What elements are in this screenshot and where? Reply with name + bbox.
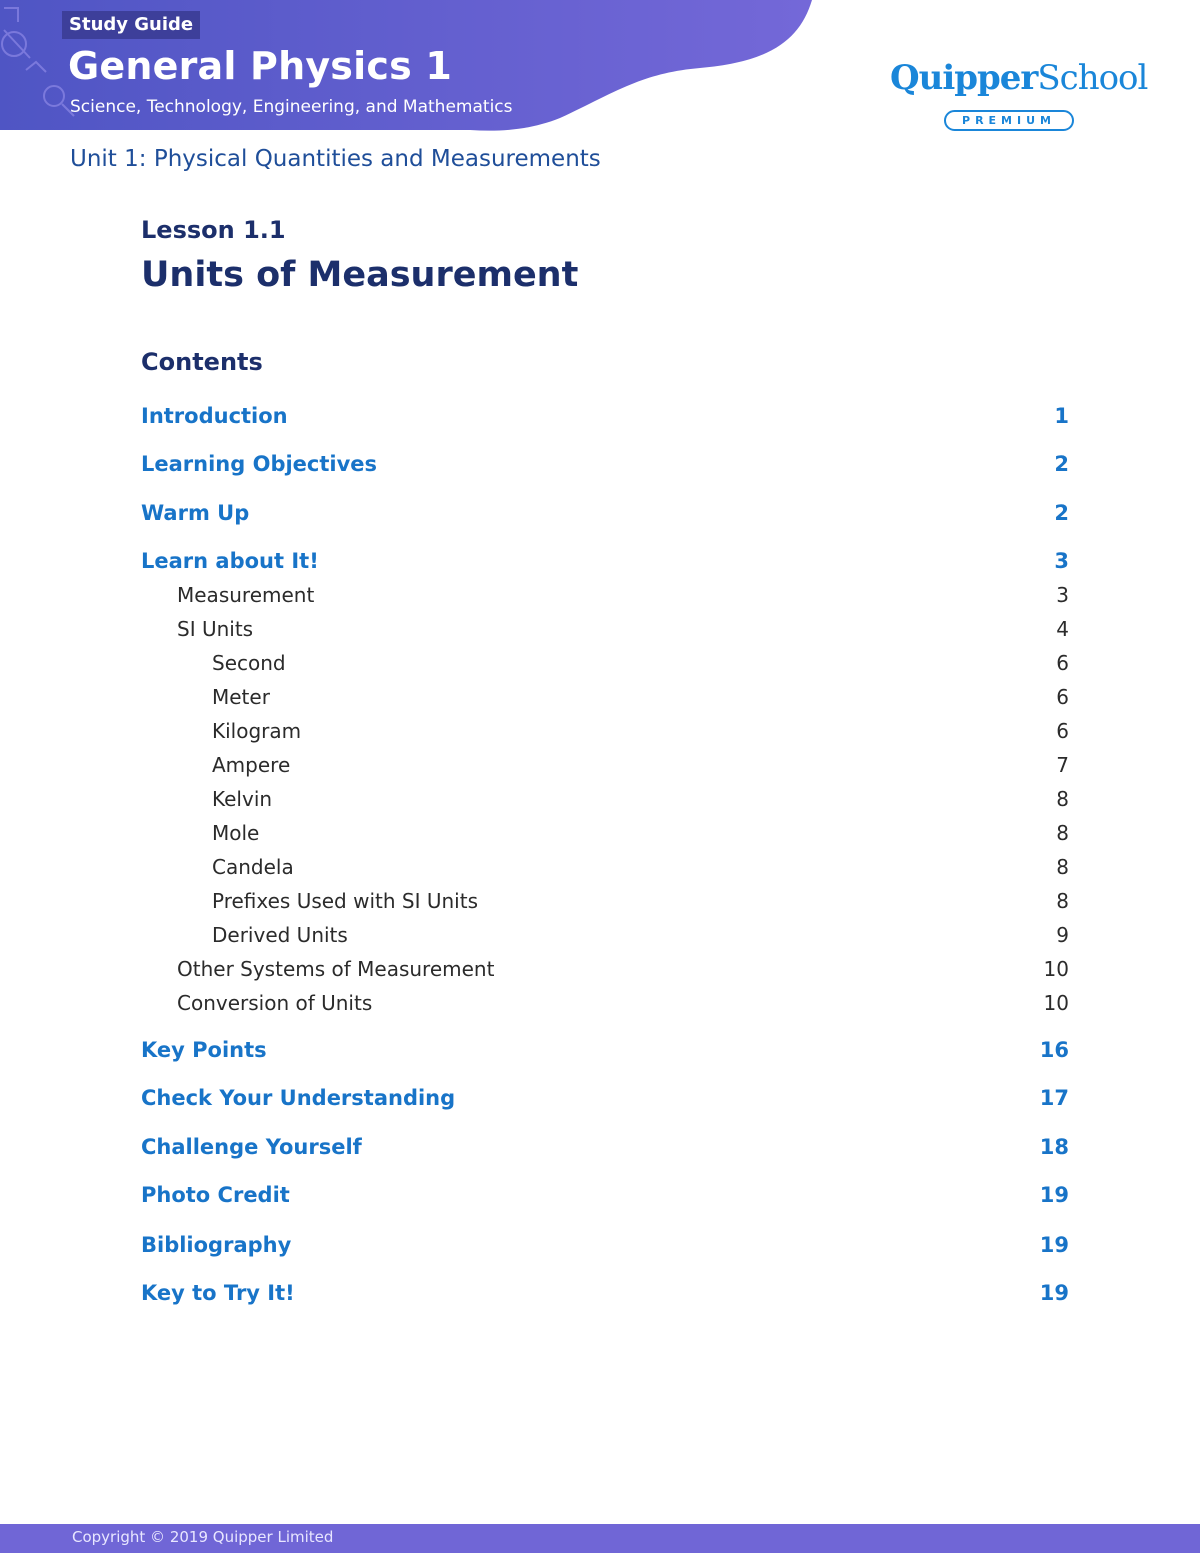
toc-entry[interactable] <box>141 753 1069 783</box>
logo-word-school: School <box>1037 58 1148 98</box>
toc-entry-label: Derived Units <box>212 923 348 947</box>
toc-entry-label: Kilogram <box>212 719 302 743</box>
toc-entry[interactable] <box>141 501 1069 531</box>
toc-entry[interactable] <box>141 685 1069 715</box>
copyright-text: Copyright © 2019 Quipper Limited <box>72 1528 334 1546</box>
toc-entry[interactable] <box>141 583 1069 613</box>
toc-entry-label: Kelvin <box>212 787 273 811</box>
toc-entry-page: 9 <box>1056 923 1069 947</box>
toc-entry-page: 2 <box>1054 501 1069 525</box>
toc-entry-page: 19 <box>1039 1233 1069 1257</box>
toc-entry-label: Learn about It! <box>141 549 319 573</box>
toc-entry[interactable] <box>141 1135 1069 1165</box>
toc-entry-page: 8 <box>1056 821 1069 845</box>
toc-entry-page: 10 <box>1043 957 1069 981</box>
toc-entry[interactable] <box>141 651 1069 681</box>
toc-entry[interactable] <box>141 855 1069 885</box>
toc-entry-page: 1 <box>1054 404 1069 428</box>
toc-entry[interactable] <box>141 404 1069 434</box>
lesson-title: Units of Measurement <box>141 255 579 295</box>
toc-entry-page: 8 <box>1056 787 1069 811</box>
toc-entry-label: Key Points <box>141 1038 267 1062</box>
quipper-school-logo <box>890 58 1148 127</box>
toc-entry-page: 8 <box>1056 855 1069 879</box>
toc-entry-label: Second <box>212 651 286 675</box>
toc-entry-label: Introduction <box>141 404 288 428</box>
toc-entry[interactable] <box>141 1038 1069 1068</box>
toc-entry-label: Challenge Yourself <box>141 1135 362 1159</box>
logo-word-quipper: Quipper <box>890 58 1038 98</box>
toc-entry[interactable] <box>141 1281 1069 1311</box>
toc-entry[interactable] <box>141 549 1069 579</box>
toc-entry-label: Conversion of Units <box>177 991 373 1015</box>
toc-entry-label: Learning Objectives <box>141 452 378 476</box>
toc-entry[interactable] <box>141 452 1069 482</box>
toc-entry-page: 3 <box>1054 549 1069 573</box>
toc-entry-label: Photo Credit <box>141 1183 290 1207</box>
toc-entry-page: 6 <box>1056 719 1069 743</box>
toc-entry-label: Check Your Understanding <box>141 1086 456 1110</box>
lesson-label: Lesson 1.1 <box>141 216 286 244</box>
toc-entry[interactable] <box>141 719 1069 749</box>
toc-entry-label: Mole <box>212 821 260 845</box>
toc-entry-page: 19 <box>1039 1183 1069 1207</box>
toc-entry-page: 17 <box>1039 1086 1069 1110</box>
header-banner <box>0 0 820 135</box>
toc-entry[interactable] <box>141 991 1069 1021</box>
study-guide-badge: Study Guide <box>62 11 200 39</box>
toc-entry[interactable] <box>141 957 1069 987</box>
toc-entry-page: 3 <box>1056 583 1069 607</box>
toc-entry-label: Ampere <box>212 753 291 777</box>
toc-entry[interactable] <box>141 1086 1069 1116</box>
toc-entry[interactable] <box>141 787 1069 817</box>
toc-entry-page: 10 <box>1043 991 1069 1015</box>
course-title: General Physics 1 <box>68 44 452 88</box>
toc-entry-label: Warm Up <box>141 501 250 525</box>
toc-entry-page: 8 <box>1056 889 1069 913</box>
course-subtitle: Science, Technology, Engineering, and Mathematics <box>70 97 513 117</box>
toc-entry[interactable] <box>141 1183 1069 1213</box>
toc-entry-page: 4 <box>1056 617 1069 641</box>
toc-entry[interactable] <box>141 923 1069 953</box>
premium-tag: PREMIUM <box>944 110 1074 131</box>
toc-entry-label: Prefixes Used with SI Units <box>212 889 478 913</box>
toc-entry-page: 7 <box>1056 753 1069 777</box>
toc-entry-page: 18 <box>1039 1135 1069 1159</box>
toc-entry-page: 6 <box>1056 685 1069 709</box>
unit-title: Unit 1: Physical Quantities and Measurements <box>70 146 601 172</box>
toc-entry-label: Candela <box>212 855 294 879</box>
toc-entry[interactable] <box>141 1233 1069 1263</box>
toc-entry-label: Measurement <box>177 583 315 607</box>
page-footer <box>0 1524 1200 1553</box>
toc-entry-page: 6 <box>1056 651 1069 675</box>
toc-entry-label: SI Units <box>177 617 254 641</box>
toc-entry-label: Other Systems of Measurement <box>177 957 495 981</box>
toc-entry[interactable] <box>141 821 1069 851</box>
toc-entry-page: 2 <box>1054 452 1069 476</box>
toc-entry-page: 16 <box>1039 1038 1069 1062</box>
toc-entry-label: Meter <box>212 685 270 709</box>
contents-heading: Contents <box>141 348 263 376</box>
toc-entry[interactable] <box>141 617 1069 647</box>
toc-entry-label: Bibliography <box>141 1233 292 1257</box>
toc-entry[interactable] <box>141 889 1069 919</box>
toc-entry-label: Key to Try It! <box>141 1281 295 1305</box>
logo-wordmark <box>890 58 1148 98</box>
toc-entry-page: 19 <box>1039 1281 1069 1305</box>
